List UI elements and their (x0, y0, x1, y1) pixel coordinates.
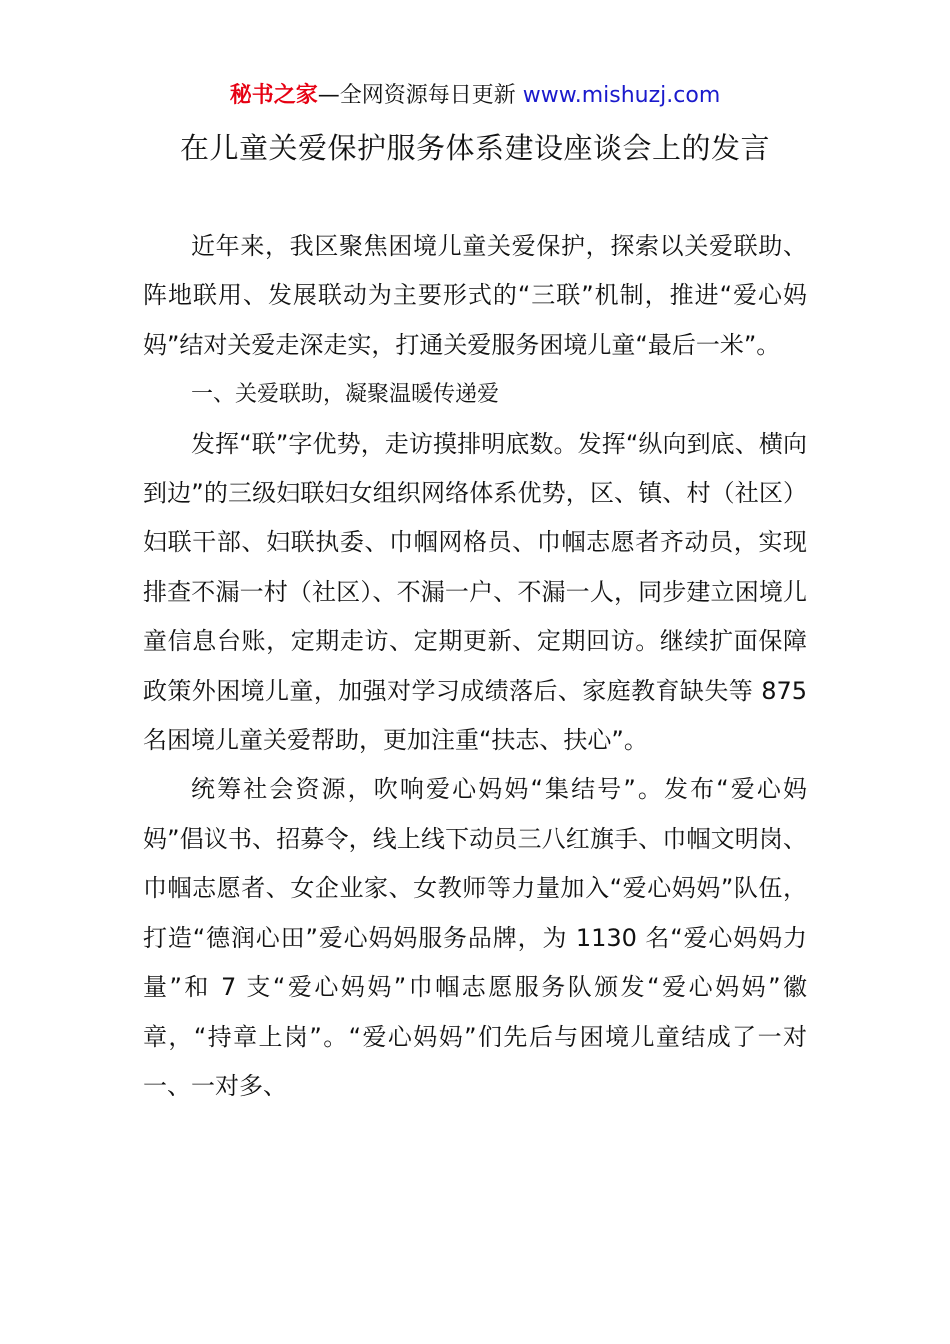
site-tagline: —全网资源每日更新 (317, 83, 523, 108)
section-heading-1: 一、关爱联助，凝聚温暖传递爱 (191, 382, 500, 408)
site-brand: 秘书之家 (229, 83, 318, 108)
paragraph-intro: 近年来，我区聚焦困境儿童关爱保护，探索以关爱联助、阵地联用、发展联动为主要形式的“三联”机制，推进“爱心妈妈”结对关爱走深走实，打通关爱服务困境儿童“最后一米”。 (143, 232, 807, 359)
document-body (143, 222, 807, 1111)
document-title: 在儿童关爱保护服务体系建设座谈会上的发言 (179, 131, 770, 165)
paragraph-resources: 统筹社会资源，吹响爱心妈妈“集结号”。发布“爱心妈妈”倡议书、招募令，线上线下动员三八红旗手、巾帼文明岗、巾帼志愿者、女企业家、女教师等力量加入“爱心妈妈”队伍，打造“德润心田”爱心妈妈服务品牌，为 1130 名“爱心妈妈力量”和 7 支“爱心妈妈”巾帼志愿服务队颁发“爱心妈妈”徽章，“持章上岗”。“爱心妈妈”们先后与困境儿童结成了一对一、一对多、 (143, 775, 807, 1100)
paragraph-survey: 发挥“联”字优势，走访摸排明底数。发挥“纵向到底、横向到边”的三级妇联妇女组织网络体系优势，区、镇、村（社区）妇联干部、妇联执委、巾帼网格员、巾帼志愿者齐动员，实现排查不漏一村（社区）、不漏一户、不漏一人，同步建立困境儿童信息台账，定期走访、定期更新、定期回访。继续扩面保障政策外困境儿童，加强对学习成绩落后、家庭教育缺失等 875 名困境儿童关爱帮助，更加注重“扶志、扶心”。 (143, 429, 807, 755)
site-watermark-header (0, 80, 950, 112)
site-url: www.mishuzj.com (522, 83, 721, 108)
